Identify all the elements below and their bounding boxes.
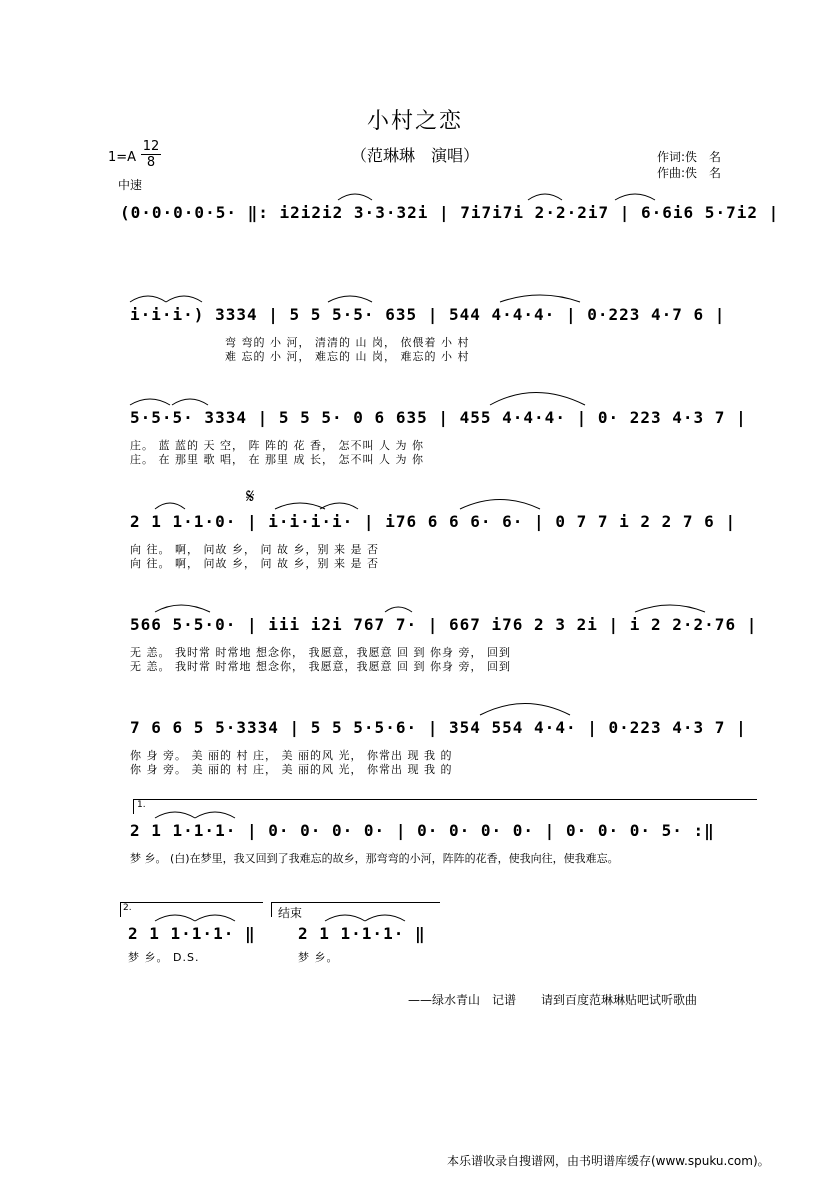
lyrics-verse1-system-2: 弯 弯的 小 河， 清清的 山 岗， 依偎着 小 村 — [225, 336, 470, 349]
staff-system-6: 7 6 6 5 5·3334 | 5 5 5·5·6· | 354 554 4·4· | 0·223 4·3 7 | — [130, 718, 747, 737]
listen-note: 请到百度范琳琳贴吧试听歌曲 — [541, 993, 698, 1007]
segno-sign: 𝄋 — [246, 484, 255, 508]
lyrics-verse1-system-6: 你 身 旁。 美 丽的 村 庄， 美 丽的风 光， 你常出 现 我 的 — [130, 749, 453, 762]
lyrics-verse2-system-2: 难 忘的 小 河， 难忘的 山 岗， 难忘的 小 村 — [225, 350, 470, 363]
lyrics-verse2-system-6: 你 身 旁。 美 丽的 村 庄， 美 丽的风 光， 你常出 现 我 的 — [130, 763, 453, 776]
composer: 作曲:佚 名 — [657, 166, 722, 180]
lyrics-verse2-system-4: 向 往。 啊， 问故 乡， 问 故 乡，别 来 是 否 — [130, 557, 379, 570]
lyrics-verse1-system-5: 无 恙。 我时常 时常地 想念你， 我愿意，我愿意 回 到 你身 旁， 回到 — [130, 646, 511, 659]
time-signature-bottom: 8 — [146, 155, 156, 170]
source-footer: 本乐谱收录自搜谱网，由书明谱库缓存(www.spuku.com)。 — [447, 1154, 770, 1168]
performer-subtitle: （范琳琳 演唱） — [350, 146, 479, 165]
lyrics-verse2-system-5: 无 恙。 我时常 时常地 想念你， 我愿意，我愿意 回 到 你身 旁， 回到 — [130, 660, 511, 673]
volta-2-label: 2. — [123, 903, 132, 913]
lyrics-verse1-system-4: 向 往。 啊， 问故 乡， 问 故 乡，别 来 是 否 — [130, 543, 379, 556]
coda-notes: 2 1 1·1·1· ‖ — [298, 924, 426, 943]
staff-system-4: 2 1 1·1·0· | i·i·i·i· | i76 6 6 6· 6· | 0 7 7 i 2 2 7 6 | — [130, 512, 737, 531]
tempo-marking: 中速 — [118, 178, 143, 192]
key-signature: 1=A — [108, 150, 137, 165]
ending-2-lyrics: 梦 乡。 D.S. — [128, 951, 200, 964]
lyrics-verse2-system-3: 庄。 在 那里 歌 唱， 在 那里 成 长， 怎不叫 人 为 你 — [130, 453, 424, 466]
volta-1-label: 1. — [137, 800, 146, 810]
staff-system-3: 5·5·5· 3334 | 5 5 5· 0 6 635 | 455 4·4·4· | 0· 223 4·3 7 | — [130, 408, 747, 427]
lyrics-system-7: 梦 乡。 (白)在梦里，我又回到了我难忘的故乡，那弯弯的小河，阵阵的花香，使我向往，使我难忘。 — [130, 852, 619, 865]
staff-system-1: (0·0·0·0·5· ‖: i2i2i2 3·3·32i | 7i7i7i 2·2·2i7 | 6·6i6 5·7i2 | — [120, 203, 780, 222]
lyrics-verse1-system-3: 庄。 蓝 蓝的 天 空， 阵 阵的 花 香， 怎不叫 人 为 你 — [130, 439, 424, 452]
transcriber-credit: ——绿水青山 记谱 — [408, 993, 517, 1007]
staff-system-5: 566 5·5·0· | iii i2i 767 7· | 667 i76 2 3 2i | i 2 2·2·76 | — [130, 615, 758, 634]
staff-system-7: 2 1 1·1·1· | 0· 0· 0· 0· | 0· 0· 0· 0· | 0· 0· 0· 5· :‖ — [130, 821, 715, 840]
lyricist: 作词:佚 名 — [657, 150, 722, 164]
coda-lyrics: 梦 乡。 — [298, 951, 339, 964]
coda-label: 结束 — [278, 906, 303, 920]
time-signature-top: 12 — [142, 139, 160, 154]
ending-2-notes: 2 1 1·1·1· ‖ — [128, 924, 256, 943]
staff-system-2: i·i·i·) 3334 | 5 5 5·5· 635 | 544 4·4·4· | 0·223 4·7 6 | — [130, 305, 726, 324]
song-title: 小村之恋 — [366, 109, 463, 134]
